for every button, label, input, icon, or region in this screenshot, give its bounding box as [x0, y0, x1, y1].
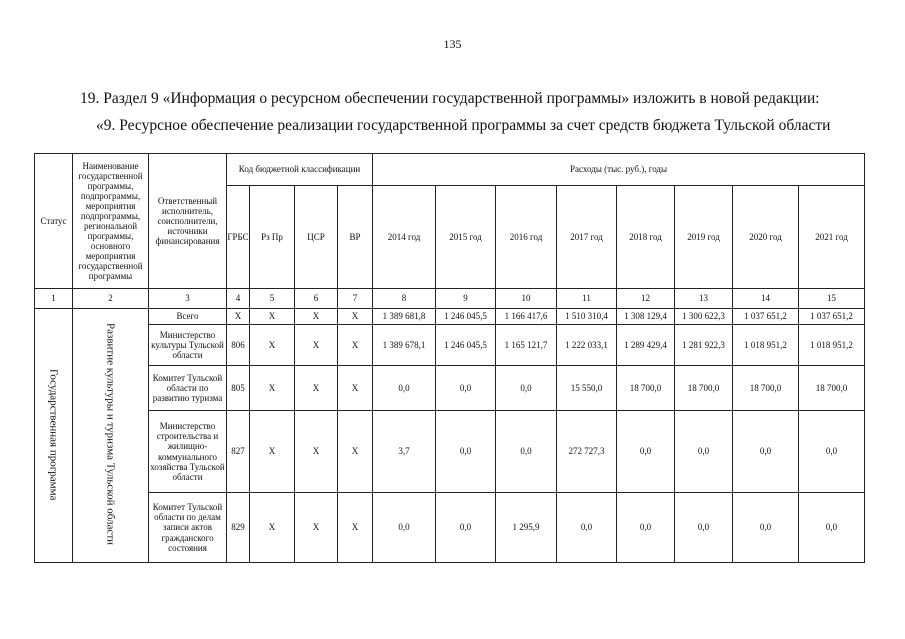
grbs-cell: 827	[227, 411, 250, 493]
expense-value-cell: 0,0	[436, 493, 496, 563]
column-number: 1	[35, 289, 73, 309]
header-year: 2021 год	[799, 186, 865, 289]
expense-value-cell: 1 018 951,2	[799, 325, 865, 366]
column-number: 8	[373, 289, 436, 309]
expense-value-cell: 1 037 651,2	[733, 309, 799, 325]
responsible-cell: Комитет Тульской области по делам записи актов гражданского состояния	[149, 493, 227, 563]
rzpr-cell: X	[250, 309, 295, 325]
expense-value-cell: 0,0	[617, 493, 675, 563]
csr-cell: X	[295, 366, 338, 411]
expense-value-cell: 1 300 622,3	[675, 309, 733, 325]
expense-value-cell: 1 222 033,1	[557, 325, 617, 366]
expense-value-cell: 0,0	[373, 493, 436, 563]
vr-cell: X	[338, 366, 373, 411]
section-title-paragraph: «9. Ресурсное обеспечение реализации государственной программы за счет средств бюджета Тульской области	[96, 117, 831, 134]
csr-cell: X	[295, 309, 338, 325]
csr-cell: X	[295, 493, 338, 563]
resource-table	[34, 153, 865, 563]
expense-value-cell: 1 037 651,2	[799, 309, 865, 325]
section-heading-paragraph: 19. Раздел 9 «Информация о ресурсном обеспечении государственной программы» изложить в новой редакции:	[80, 90, 820, 107]
program-name-text: Развитие культуры и туризма Тульской области	[104, 323, 117, 546]
expense-value-cell: 0,0	[799, 411, 865, 493]
program-name-cell	[73, 309, 149, 563]
rzpr-cell: X	[250, 366, 295, 411]
expense-value-cell: 1 018 951,2	[733, 325, 799, 366]
rzpr-cell: X	[250, 325, 295, 366]
status-text: Государственная программа	[47, 368, 60, 501]
rzpr-cell: X	[250, 411, 295, 493]
responsible-cell: Всего	[149, 309, 227, 325]
csr-cell: X	[295, 325, 338, 366]
expense-value-cell: 0,0	[675, 493, 733, 563]
expense-value-cell: 0,0	[436, 366, 496, 411]
header-csr: ЦСР	[295, 186, 338, 289]
grbs-cell: 829	[227, 493, 250, 563]
column-number: 12	[617, 289, 675, 309]
expense-value-cell: 0,0	[799, 493, 865, 563]
csr-cell: X	[295, 411, 338, 493]
expense-value-cell: 1 166 417,6	[496, 309, 557, 325]
column-number: 4	[227, 289, 250, 309]
column-number: 9	[436, 289, 496, 309]
grbs-cell: 806	[227, 325, 250, 366]
expense-value-cell: 0,0	[373, 366, 436, 411]
expense-value-cell: 1 281 922,3	[675, 325, 733, 366]
header-year: 2018 год	[617, 186, 675, 289]
expense-value-cell: 1 165 121,7	[496, 325, 557, 366]
expense-value-cell: 0,0	[733, 411, 799, 493]
expense-value-cell: 1 295,9	[496, 493, 557, 563]
header-rzpr: Рз Пр	[250, 186, 295, 289]
header-year: 2014 год	[373, 186, 436, 289]
header-expenses: Расходы (тыс. руб.), годы	[373, 154, 865, 186]
responsible-cell: Министерство культуры Тульской области	[149, 325, 227, 366]
column-number: 7	[338, 289, 373, 309]
header-status: Статус	[35, 154, 73, 289]
header-year: 2020 год	[733, 186, 799, 289]
vr-cell: X	[338, 493, 373, 563]
table-row	[35, 493, 865, 563]
expense-value-cell: 0,0	[675, 411, 733, 493]
vr-cell: X	[338, 325, 373, 366]
expense-value-cell: 1 389 681,8	[373, 309, 436, 325]
column-number: 15	[799, 289, 865, 309]
vr-cell: X	[338, 411, 373, 493]
expense-value-cell: 1 246 045,5	[436, 325, 496, 366]
table-row	[35, 309, 865, 325]
column-number: 3	[149, 289, 227, 309]
header-budget-code: Код бюджетной классификации	[227, 154, 373, 186]
responsible-cell: Министерство строительства и жилищно-коммунального хозяйства Тульской области	[149, 411, 227, 493]
expense-value-cell: 18 700,0	[733, 366, 799, 411]
column-number: 10	[496, 289, 557, 309]
expense-value-cell: 0,0	[496, 366, 557, 411]
column-number: 14	[733, 289, 799, 309]
expense-value-cell: 1 389 678,1	[373, 325, 436, 366]
expense-value-cell: 272 727,3	[557, 411, 617, 493]
column-number-row	[35, 289, 865, 309]
header-responsible: Ответственный исполнитель, соисполнители, источники финансирования	[149, 154, 227, 289]
column-number: 6	[295, 289, 338, 309]
table-row	[35, 411, 865, 493]
header-year: 2015 год	[436, 186, 496, 289]
status-cell	[35, 309, 73, 563]
expense-value-cell: 0,0	[733, 493, 799, 563]
expense-value-cell: 0,0	[496, 411, 557, 493]
expense-value-cell: 1 246 045,5	[436, 309, 496, 325]
expense-value-cell: 0,0	[436, 411, 496, 493]
page-number: 135	[443, 37, 462, 51]
table-row	[35, 366, 865, 411]
expense-value-cell: 1 510 310,4	[557, 309, 617, 325]
vr-cell: X	[338, 309, 373, 325]
expense-value-cell: 3,7	[373, 411, 436, 493]
header-year: 2019 год	[675, 186, 733, 289]
table-row	[35, 325, 865, 366]
expense-value-cell: 1 308 129,4	[617, 309, 675, 325]
expense-value-cell: 18 700,0	[675, 366, 733, 411]
expense-value-cell: 15 550,0	[557, 366, 617, 411]
column-number: 11	[557, 289, 617, 309]
expense-value-cell: 18 700,0	[617, 366, 675, 411]
column-number: 2	[73, 289, 149, 309]
header-year: 2017 год	[557, 186, 617, 289]
responsible-cell: Комитет Тульской области по развитию туризма	[149, 366, 227, 411]
expense-value-cell: 0,0	[617, 411, 675, 493]
header-grbs: ГРБС	[227, 186, 250, 289]
column-number: 13	[675, 289, 733, 309]
grbs-cell: 805	[227, 366, 250, 411]
expense-value-cell: 18 700,0	[799, 366, 865, 411]
header-vr: ВР	[338, 186, 373, 289]
header-year: 2016 год	[496, 186, 557, 289]
expense-value-cell: 0,0	[557, 493, 617, 563]
header-name: Наименование государственной программы, подпрограммы, мероприятия подпрограммы, региональной программы, основного мероприятия государственной программы	[73, 154, 149, 289]
rzpr-cell: X	[250, 493, 295, 563]
grbs-cell: X	[227, 309, 250, 325]
column-number: 5	[250, 289, 295, 309]
expense-value-cell: 1 289 429,4	[617, 325, 675, 366]
